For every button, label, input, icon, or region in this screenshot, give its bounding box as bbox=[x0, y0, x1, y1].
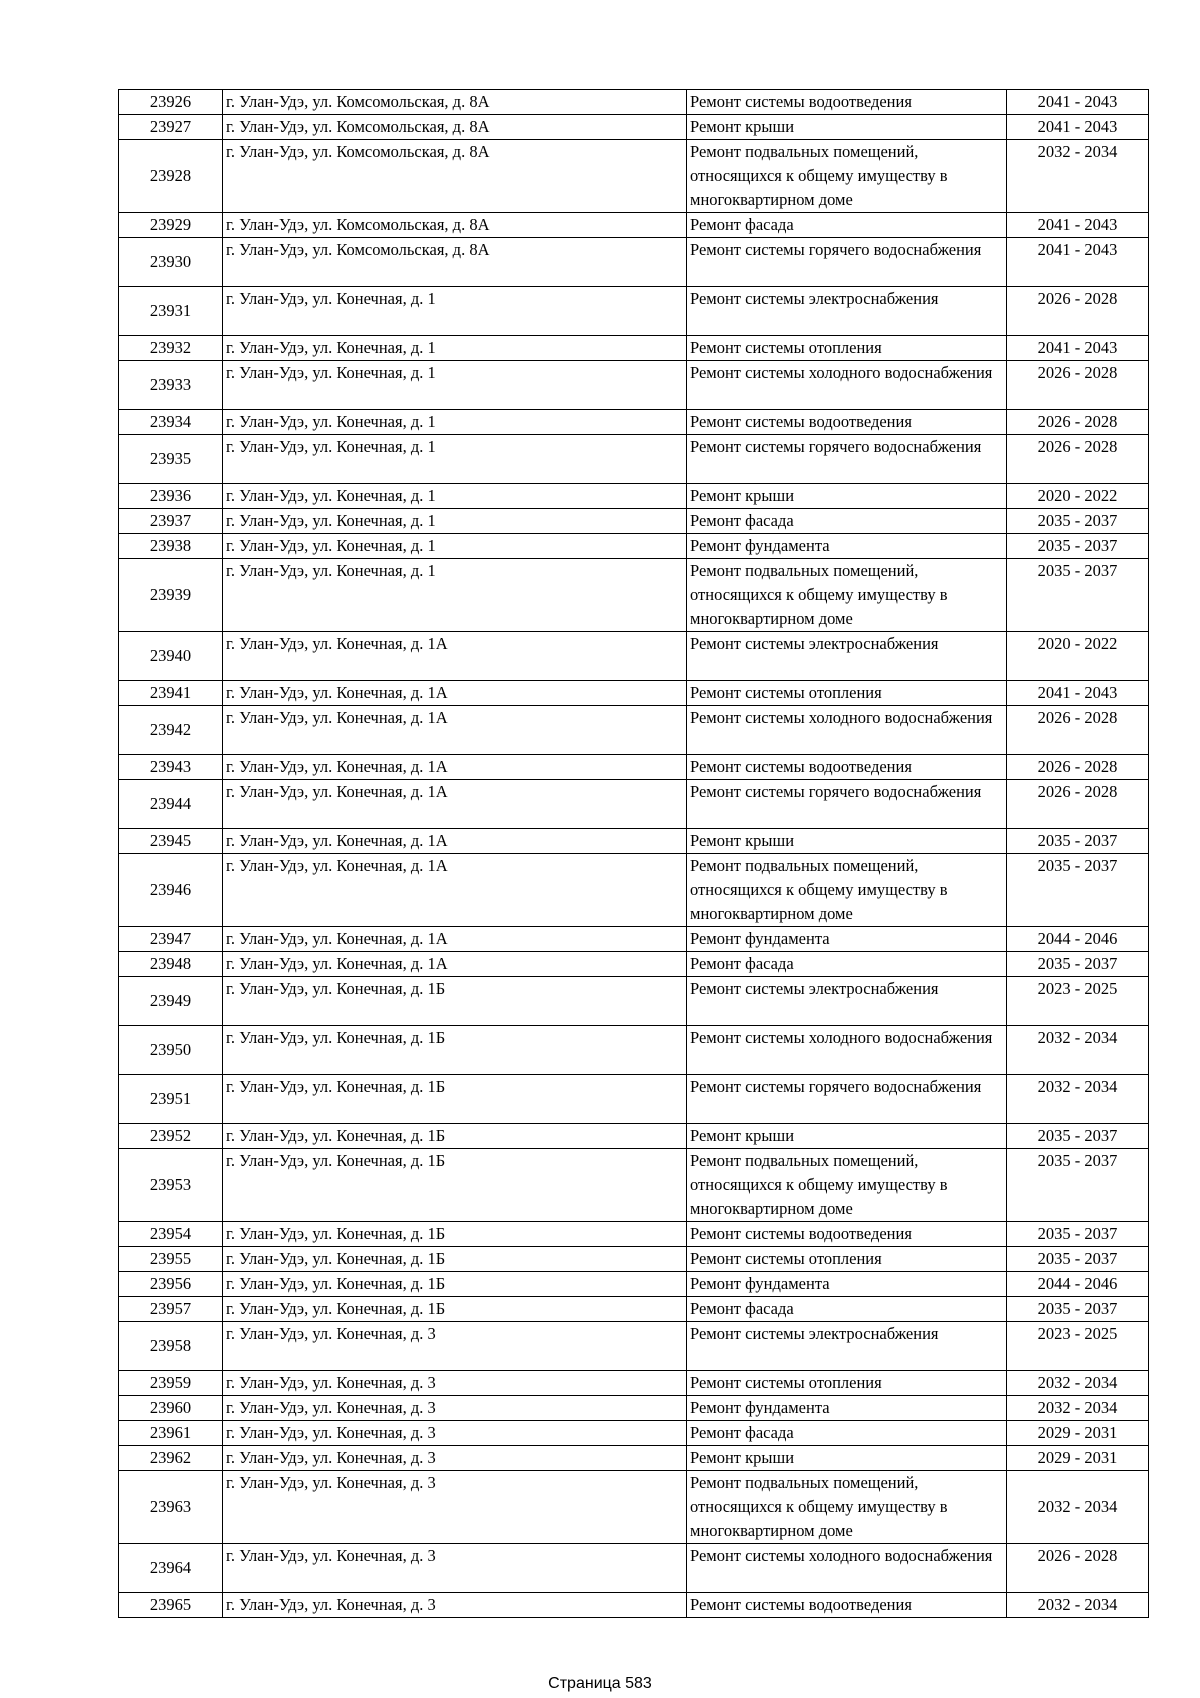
row-work-type: Ремонт фундамента bbox=[687, 1272, 1007, 1297]
row-period: 2035 - 2037 bbox=[1007, 1222, 1149, 1247]
table-row bbox=[119, 509, 1149, 534]
table-row bbox=[119, 410, 1149, 435]
row-work-type: Ремонт фасада bbox=[687, 1297, 1007, 1322]
row-number: 23933 bbox=[119, 361, 223, 410]
table-row bbox=[119, 1421, 1149, 1446]
row-address: г. Улан-Удэ, ул. Конечная, д. 3 bbox=[223, 1544, 687, 1593]
row-period: 2032 - 2034 bbox=[1007, 140, 1149, 213]
row-number: 23956 bbox=[119, 1272, 223, 1297]
table-row bbox=[119, 115, 1149, 140]
row-number: 23938 bbox=[119, 534, 223, 559]
row-period: 2020 - 2022 bbox=[1007, 484, 1149, 509]
table-row bbox=[119, 484, 1149, 509]
row-address: г. Улан-Удэ, ул. Конечная, д. 1Б bbox=[223, 977, 687, 1026]
row-period: 2035 - 2037 bbox=[1007, 952, 1149, 977]
row-work-type: Ремонт системы горячего водоснабжения bbox=[687, 435, 1007, 484]
row-address: г. Улан-Удэ, ул. Комсомольская, д. 8А bbox=[223, 140, 687, 213]
row-period: 2032 - 2034 bbox=[1007, 1471, 1149, 1544]
row-period: 2035 - 2037 bbox=[1007, 534, 1149, 559]
row-work-type: Ремонт системы электроснабжения bbox=[687, 287, 1007, 336]
table-row bbox=[119, 1446, 1149, 1471]
row-number: 23946 bbox=[119, 854, 223, 927]
row-address: г. Улан-Удэ, ул. Конечная, д. 3 bbox=[223, 1322, 687, 1371]
row-period: 2026 - 2028 bbox=[1007, 780, 1149, 829]
row-address: г. Улан-Удэ, ул. Конечная, д. 1А bbox=[223, 681, 687, 706]
row-number: 23930 bbox=[119, 238, 223, 287]
row-period: 2044 - 2046 bbox=[1007, 927, 1149, 952]
row-address: г. Улан-Удэ, ул. Конечная, д. 3 bbox=[223, 1471, 687, 1544]
works-table bbox=[118, 89, 1149, 1618]
row-work-type: Ремонт системы отопления bbox=[687, 336, 1007, 361]
row-work-type: Ремонт подвальных помещений, относящихся к общему имуществу в многоквартирном доме bbox=[687, 1149, 1007, 1222]
row-work-type: Ремонт системы холодного водоснабжения bbox=[687, 361, 1007, 410]
row-address: г. Улан-Удэ, ул. Комсомольская, д. 8А bbox=[223, 213, 687, 238]
table-row bbox=[119, 1322, 1149, 1371]
row-work-type: Ремонт системы горячего водоснабжения bbox=[687, 238, 1007, 287]
row-work-type: Ремонт системы водоотведения bbox=[687, 1222, 1007, 1247]
row-address: г. Улан-Удэ, ул. Конечная, д. 3 bbox=[223, 1446, 687, 1471]
row-period: 2035 - 2037 bbox=[1007, 1149, 1149, 1222]
row-number: 23942 bbox=[119, 706, 223, 755]
row-number: 23965 bbox=[119, 1593, 223, 1618]
row-period: 2035 - 2037 bbox=[1007, 1124, 1149, 1149]
table-row bbox=[119, 755, 1149, 780]
row-work-type: Ремонт крыши bbox=[687, 1446, 1007, 1471]
table-row bbox=[119, 1297, 1149, 1322]
row-number: 23932 bbox=[119, 336, 223, 361]
row-number: 23941 bbox=[119, 681, 223, 706]
row-work-type: Ремонт системы холодного водоснабжения bbox=[687, 1026, 1007, 1075]
row-period: 2041 - 2043 bbox=[1007, 336, 1149, 361]
row-number: 23939 bbox=[119, 559, 223, 632]
row-address: г. Улан-Удэ, ул. Конечная, д. 1 bbox=[223, 410, 687, 435]
row-number: 23943 bbox=[119, 755, 223, 780]
row-address: г. Улан-Удэ, ул. Конечная, д. 1А bbox=[223, 632, 687, 681]
table-row bbox=[119, 632, 1149, 681]
table-row bbox=[119, 1124, 1149, 1149]
row-period: 2023 - 2025 bbox=[1007, 1322, 1149, 1371]
row-period: 2029 - 2031 bbox=[1007, 1446, 1149, 1471]
row-work-type: Ремонт фасада bbox=[687, 1421, 1007, 1446]
row-address: г. Улан-Удэ, ул. Конечная, д. 3 bbox=[223, 1593, 687, 1618]
row-number: 23961 bbox=[119, 1421, 223, 1446]
row-work-type: Ремонт системы электроснабжения bbox=[687, 977, 1007, 1026]
row-address: г. Улан-Удэ, ул. Комсомольская, д. 8А bbox=[223, 90, 687, 115]
row-work-type: Ремонт подвальных помещений, относящихся к общему имуществу в многоквартирном доме bbox=[687, 854, 1007, 927]
row-address: г. Улан-Удэ, ул. Конечная, д. 1А bbox=[223, 706, 687, 755]
row-work-type: Ремонт фундамента bbox=[687, 1396, 1007, 1421]
table-row bbox=[119, 829, 1149, 854]
row-work-type: Ремонт крыши bbox=[687, 829, 1007, 854]
row-period: 2041 - 2043 bbox=[1007, 238, 1149, 287]
row-address: г. Улан-Удэ, ул. Конечная, д. 1Б bbox=[223, 1026, 687, 1075]
table-row bbox=[119, 435, 1149, 484]
row-number: 23962 bbox=[119, 1446, 223, 1471]
row-address: г. Улан-Удэ, ул. Комсомольская, д. 8А bbox=[223, 115, 687, 140]
row-number: 23960 bbox=[119, 1396, 223, 1421]
row-work-type: Ремонт системы горячего водоснабжения bbox=[687, 1075, 1007, 1124]
row-work-type: Ремонт системы холодного водоснабжения bbox=[687, 706, 1007, 755]
row-work-type: Ремонт подвальных помещений, относящихся к общему имуществу в многоквартирном доме bbox=[687, 559, 1007, 632]
row-address: г. Улан-Удэ, ул. Конечная, д. 1Б bbox=[223, 1272, 687, 1297]
row-period: 2035 - 2037 bbox=[1007, 854, 1149, 927]
row-address: г. Улан-Удэ, ул. Конечная, д. 1А bbox=[223, 927, 687, 952]
page-number: Страница 583 bbox=[548, 1675, 652, 1692]
table-row bbox=[119, 140, 1149, 213]
table-row bbox=[119, 1396, 1149, 1421]
row-address: г. Улан-Удэ, ул. Конечная, д. 1 bbox=[223, 361, 687, 410]
row-period: 2044 - 2046 bbox=[1007, 1272, 1149, 1297]
row-number: 23928 bbox=[119, 140, 223, 213]
row-period: 2035 - 2037 bbox=[1007, 559, 1149, 632]
row-address: г. Улан-Удэ, ул. Конечная, д. 1 bbox=[223, 287, 687, 336]
row-address: г. Улан-Удэ, ул. Конечная, д. 1А bbox=[223, 755, 687, 780]
table-row bbox=[119, 854, 1149, 927]
row-period: 2026 - 2028 bbox=[1007, 410, 1149, 435]
table-row bbox=[119, 952, 1149, 977]
row-number: 23945 bbox=[119, 829, 223, 854]
table-row bbox=[119, 90, 1149, 115]
row-address: г. Улан-Удэ, ул. Конечная, д. 1 bbox=[223, 484, 687, 509]
row-number: 23958 bbox=[119, 1322, 223, 1371]
row-period: 2041 - 2043 bbox=[1007, 213, 1149, 238]
row-number: 23931 bbox=[119, 287, 223, 336]
row-address: г. Улан-Удэ, ул. Конечная, д. 1А bbox=[223, 854, 687, 927]
row-work-type: Ремонт системы водоотведения bbox=[687, 90, 1007, 115]
row-number: 23927 bbox=[119, 115, 223, 140]
row-period: 2032 - 2034 bbox=[1007, 1075, 1149, 1124]
row-period: 2026 - 2028 bbox=[1007, 1544, 1149, 1593]
table-row bbox=[119, 681, 1149, 706]
row-address: г. Улан-Удэ, ул. Конечная, д. 1Б bbox=[223, 1149, 687, 1222]
row-address: г. Улан-Удэ, ул. Конечная, д. 1А bbox=[223, 829, 687, 854]
row-number: 23964 bbox=[119, 1544, 223, 1593]
row-period: 2041 - 2043 bbox=[1007, 115, 1149, 140]
row-address: г. Улан-Удэ, ул. Конечная, д. 1Б bbox=[223, 1247, 687, 1272]
row-number: 23935 bbox=[119, 435, 223, 484]
row-period: 2032 - 2034 bbox=[1007, 1026, 1149, 1075]
row-number: 23950 bbox=[119, 1026, 223, 1075]
row-period: 2035 - 2037 bbox=[1007, 1247, 1149, 1272]
table-row bbox=[119, 534, 1149, 559]
table-row bbox=[119, 977, 1149, 1026]
works-table-body bbox=[119, 90, 1149, 1618]
row-address: г. Улан-Удэ, ул. Конечная, д. 1А bbox=[223, 952, 687, 977]
row-work-type: Ремонт фундамента bbox=[687, 534, 1007, 559]
table-row bbox=[119, 1371, 1149, 1396]
row-number: 23949 bbox=[119, 977, 223, 1026]
row-number: 23948 bbox=[119, 952, 223, 977]
table-row bbox=[119, 1075, 1149, 1124]
row-period: 2023 - 2025 bbox=[1007, 977, 1149, 1026]
row-work-type: Ремонт системы электроснабжения bbox=[687, 1322, 1007, 1371]
row-number: 23947 bbox=[119, 927, 223, 952]
row-address: г. Улан-Удэ, ул. Конечная, д. 3 bbox=[223, 1371, 687, 1396]
row-number: 23963 bbox=[119, 1471, 223, 1544]
row-work-type: Ремонт системы отопления bbox=[687, 1247, 1007, 1272]
row-period: 2029 - 2031 bbox=[1007, 1421, 1149, 1446]
row-work-type: Ремонт системы холодного водоснабжения bbox=[687, 1544, 1007, 1593]
table-row bbox=[119, 1222, 1149, 1247]
table-row bbox=[119, 559, 1149, 632]
row-address: г. Улан-Удэ, ул. Конечная, д. 1 bbox=[223, 435, 687, 484]
row-work-type: Ремонт системы горячего водоснабжения bbox=[687, 780, 1007, 829]
row-address: г. Улан-Удэ, ул. Конечная, д. 1 bbox=[223, 509, 687, 534]
row-period: 2035 - 2037 bbox=[1007, 829, 1149, 854]
row-number: 23952 bbox=[119, 1124, 223, 1149]
table-row bbox=[119, 706, 1149, 755]
row-period: 2026 - 2028 bbox=[1007, 755, 1149, 780]
row-number: 23953 bbox=[119, 1149, 223, 1222]
row-address: г. Улан-Удэ, ул. Конечная, д. 1Б bbox=[223, 1124, 687, 1149]
row-number: 23959 bbox=[119, 1371, 223, 1396]
row-period: 2032 - 2034 bbox=[1007, 1371, 1149, 1396]
row-period: 2026 - 2028 bbox=[1007, 361, 1149, 410]
table-row bbox=[119, 238, 1149, 287]
row-address: г. Улан-Удэ, ул. Комсомольская, д. 8А bbox=[223, 238, 687, 287]
row-number: 23954 bbox=[119, 1222, 223, 1247]
row-period: 2026 - 2028 bbox=[1007, 287, 1149, 336]
row-period: 2032 - 2034 bbox=[1007, 1593, 1149, 1618]
row-work-type: Ремонт фасада bbox=[687, 952, 1007, 977]
row-period: 2020 - 2022 bbox=[1007, 632, 1149, 681]
row-number: 23936 bbox=[119, 484, 223, 509]
row-address: г. Улан-Удэ, ул. Конечная, д. 1 bbox=[223, 559, 687, 632]
row-period: 2041 - 2043 bbox=[1007, 681, 1149, 706]
row-address: г. Улан-Удэ, ул. Конечная, д. 1 bbox=[223, 336, 687, 361]
table-row bbox=[119, 1149, 1149, 1222]
row-work-type: Ремонт фасада bbox=[687, 509, 1007, 534]
row-work-type: Ремонт системы водоотведения bbox=[687, 755, 1007, 780]
row-work-type: Ремонт крыши bbox=[687, 484, 1007, 509]
row-number: 23940 bbox=[119, 632, 223, 681]
row-address: г. Улан-Удэ, ул. Конечная, д. 3 bbox=[223, 1396, 687, 1421]
row-work-type: Ремонт системы отопления bbox=[687, 1371, 1007, 1396]
table-row bbox=[119, 1593, 1149, 1618]
row-number: 23957 bbox=[119, 1297, 223, 1322]
row-number: 23934 bbox=[119, 410, 223, 435]
row-work-type: Ремонт подвальных помещений, относящихся к общему имуществу в многоквартирном доме bbox=[687, 1471, 1007, 1544]
table-row bbox=[119, 1544, 1149, 1593]
table-row bbox=[119, 780, 1149, 829]
table-row bbox=[119, 336, 1149, 361]
table-row bbox=[119, 287, 1149, 336]
table-row bbox=[119, 1247, 1149, 1272]
table-row bbox=[119, 213, 1149, 238]
row-work-type: Ремонт системы водоотведения bbox=[687, 410, 1007, 435]
row-period: 2026 - 2028 bbox=[1007, 706, 1149, 755]
row-period: 2041 - 2043 bbox=[1007, 90, 1149, 115]
row-address: г. Улан-Удэ, ул. Конечная, д. 1Б bbox=[223, 1297, 687, 1322]
table-row bbox=[119, 1471, 1149, 1544]
row-address: г. Улан-Удэ, ул. Конечная, д. 1А bbox=[223, 780, 687, 829]
row-number: 23951 bbox=[119, 1075, 223, 1124]
row-address: г. Улан-Удэ, ул. Конечная, д. 3 bbox=[223, 1421, 687, 1446]
row-address: г. Улан-Удэ, ул. Конечная, д. 1Б bbox=[223, 1222, 687, 1247]
row-work-type: Ремонт системы водоотведения bbox=[687, 1593, 1007, 1618]
table-row bbox=[119, 927, 1149, 952]
row-number: 23926 bbox=[119, 90, 223, 115]
row-period: 2035 - 2037 bbox=[1007, 1297, 1149, 1322]
row-period: 2026 - 2028 bbox=[1007, 435, 1149, 484]
row-work-type: Ремонт фундамента bbox=[687, 927, 1007, 952]
row-work-type: Ремонт фасада bbox=[687, 213, 1007, 238]
table-row bbox=[119, 1026, 1149, 1075]
row-work-type: Ремонт подвальных помещений, относящихся к общему имуществу в многоквартирном доме bbox=[687, 140, 1007, 213]
table-row bbox=[119, 1272, 1149, 1297]
row-work-type: Ремонт системы отопления bbox=[687, 681, 1007, 706]
row-work-type: Ремонт крыши bbox=[687, 1124, 1007, 1149]
row-address: г. Улан-Удэ, ул. Конечная, д. 1 bbox=[223, 534, 687, 559]
table-row bbox=[119, 361, 1149, 410]
row-work-type: Ремонт крыши bbox=[687, 115, 1007, 140]
row-number: 23937 bbox=[119, 509, 223, 534]
row-period: 2032 - 2034 bbox=[1007, 1396, 1149, 1421]
row-number: 23929 bbox=[119, 213, 223, 238]
row-period: 2035 - 2037 bbox=[1007, 509, 1149, 534]
row-work-type: Ремонт системы электроснабжения bbox=[687, 632, 1007, 681]
row-number: 23955 bbox=[119, 1247, 223, 1272]
row-address: г. Улан-Удэ, ул. Конечная, д. 1Б bbox=[223, 1075, 687, 1124]
row-number: 23944 bbox=[119, 780, 223, 829]
